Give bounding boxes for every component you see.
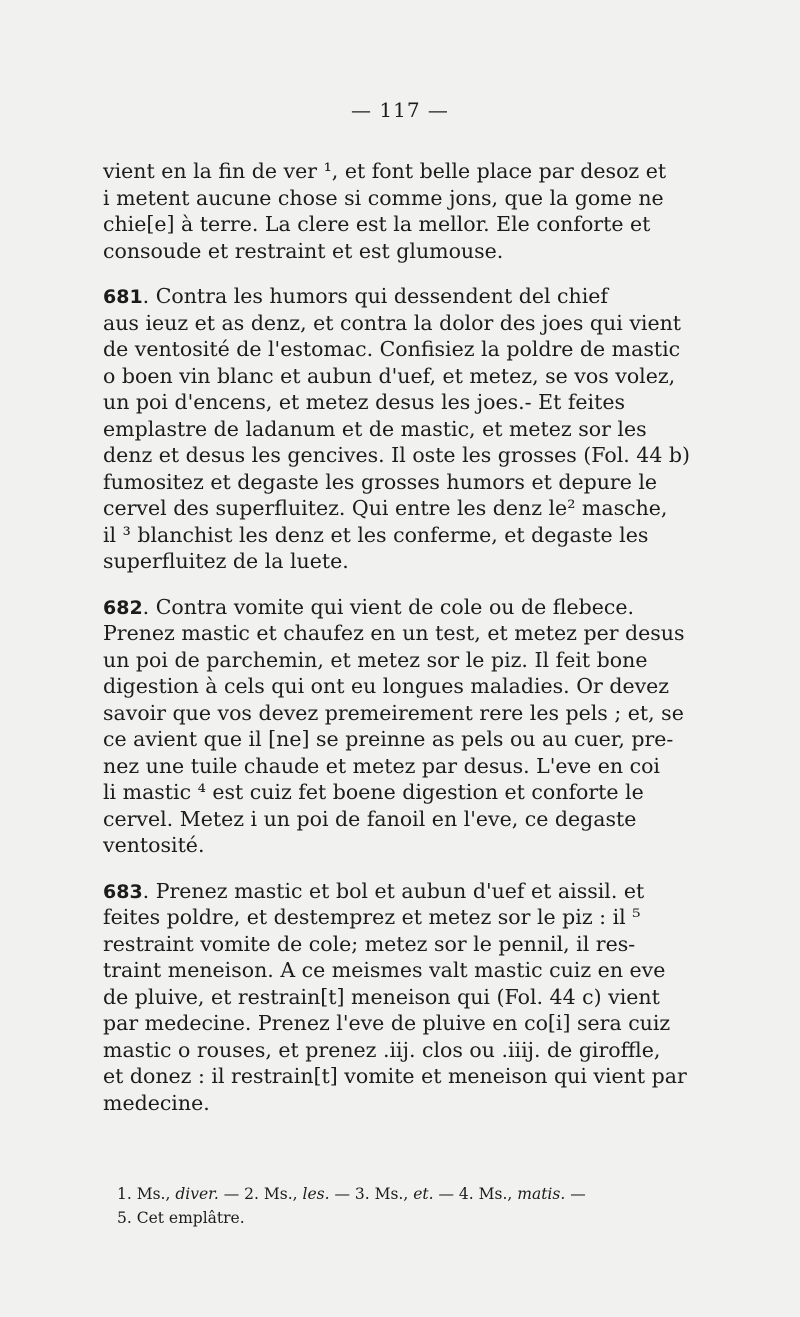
text-line: o boen vin blanc et aubun d'uef, et metez, se vos volez, <box>103 363 676 388</box>
text-line: cervel des superfluitez. Qui entre les denz le² masche, <box>103 496 668 520</box>
section-number: 682 <box>103 596 143 619</box>
text-line: restraint vomite de cole; metez sor le pennil, il res- <box>103 931 636 956</box>
text-line: emplastre de ladanum et de mastic, et metez sor les <box>103 416 647 441</box>
text-line: Prenez mastic et chaufez en un test, et metez per desus <box>103 621 685 645</box>
text-line: cervel. Metez i un poi de fanoil en l'eve, ce degaste <box>103 806 637 831</box>
paragraph-681 <box>103 283 734 575</box>
text-line: fumositez et degaste les grosses humors et depure le <box>103 469 658 494</box>
paragraph <box>103 158 734 264</box>
text-line: superfluitez de la luete. <box>103 549 349 573</box>
text-line: vient en la fin de ver ¹, et font belle place par desoz et <box>103 159 667 183</box>
text-line: un poi de parchemin, et metez sor le piz. Il feit bone <box>103 647 648 672</box>
text-line: de ventosité de l'estomac. Confisiez la poldre de mastic <box>103 337 681 361</box>
text-line: par medecine. Prenez l'eve de pluive en co[i] sera cuiz <box>103 1011 671 1035</box>
text-line: et donez : il restrain[t] vomite et meneison qui vient par <box>103 1064 687 1088</box>
page-number: — 117 — <box>351 98 449 122</box>
text-line: traint meneison. A ce meismes valt mastic cuiz en eve <box>103 958 666 982</box>
text-line: 681. Contra les humors qui dessendent del chief <box>103 284 608 308</box>
main-text <box>103 158 734 1116</box>
text-line: un poi d'encens, et metez desus les joes.- Et feites <box>103 390 625 414</box>
text-line: li mastic ⁴ est cuiz fet boene digestion et conforte le <box>103 780 644 804</box>
text-line: de pluive, et restrain[t] meneison qui (Fol. 44 c) vient <box>103 984 660 1009</box>
text-line: ce avient que il [ne] se preinne as pels ou au cuer, pre- <box>103 727 674 751</box>
text-line: il ³ blanchist les denz et les conferme, et degaste les <box>103 522 649 547</box>
footnote-line: 5. Cet emplâtre. <box>117 1209 245 1227</box>
text-line: nez une tuile chaude et metez par desus. L'eve en coi <box>103 753 660 778</box>
text-line: 683. Prenez mastic et bol et aubun d'uef et aissil. et <box>103 878 645 903</box>
section-number: 681 <box>103 286 143 308</box>
section-number: 683 <box>103 880 143 903</box>
footnote-line: 1. Ms., diver. — 2. Ms., les. — 3. Ms., et. — 4. Ms., matis. — <box>117 1185 586 1203</box>
text-line: chie[e] à terre. La clere est la mellor. Ele conforte et <box>103 212 651 236</box>
text-line: feites poldre, et destemprez et metez sor le piz : il ⁵ <box>103 905 641 929</box>
text-line: consoude et restraint et est glumouse. <box>103 238 504 263</box>
text-line: savoir que vos devez premeirement rere les pels ; et, se <box>103 700 684 725</box>
text-line: digestion à cels qui ont eu longues maladies. Or devez <box>103 674 670 698</box>
text-line: mastic o rouses, et prenez .iij. clos ou .iiij. de giroffle, <box>103 1037 661 1062</box>
text-line: medecine. <box>103 1090 210 1115</box>
text-line: 682. Contra vomite qui vient de cole ou de flebece. <box>103 594 634 619</box>
paragraph-682 <box>103 594 734 859</box>
text-line: i metent aucune chose si comme jons, que la gome ne <box>103 185 664 210</box>
footnotes <box>117 1182 737 1230</box>
text-line: aus ieuz et as denz, et contra la dolor des joes qui vient <box>103 310 682 335</box>
paragraph-683 <box>103 878 734 1117</box>
text-line: ventosité. <box>103 833 205 857</box>
text-line: denz et desus les gencives. Il oste les grosses (Fol. 44 b) <box>103 443 691 467</box>
